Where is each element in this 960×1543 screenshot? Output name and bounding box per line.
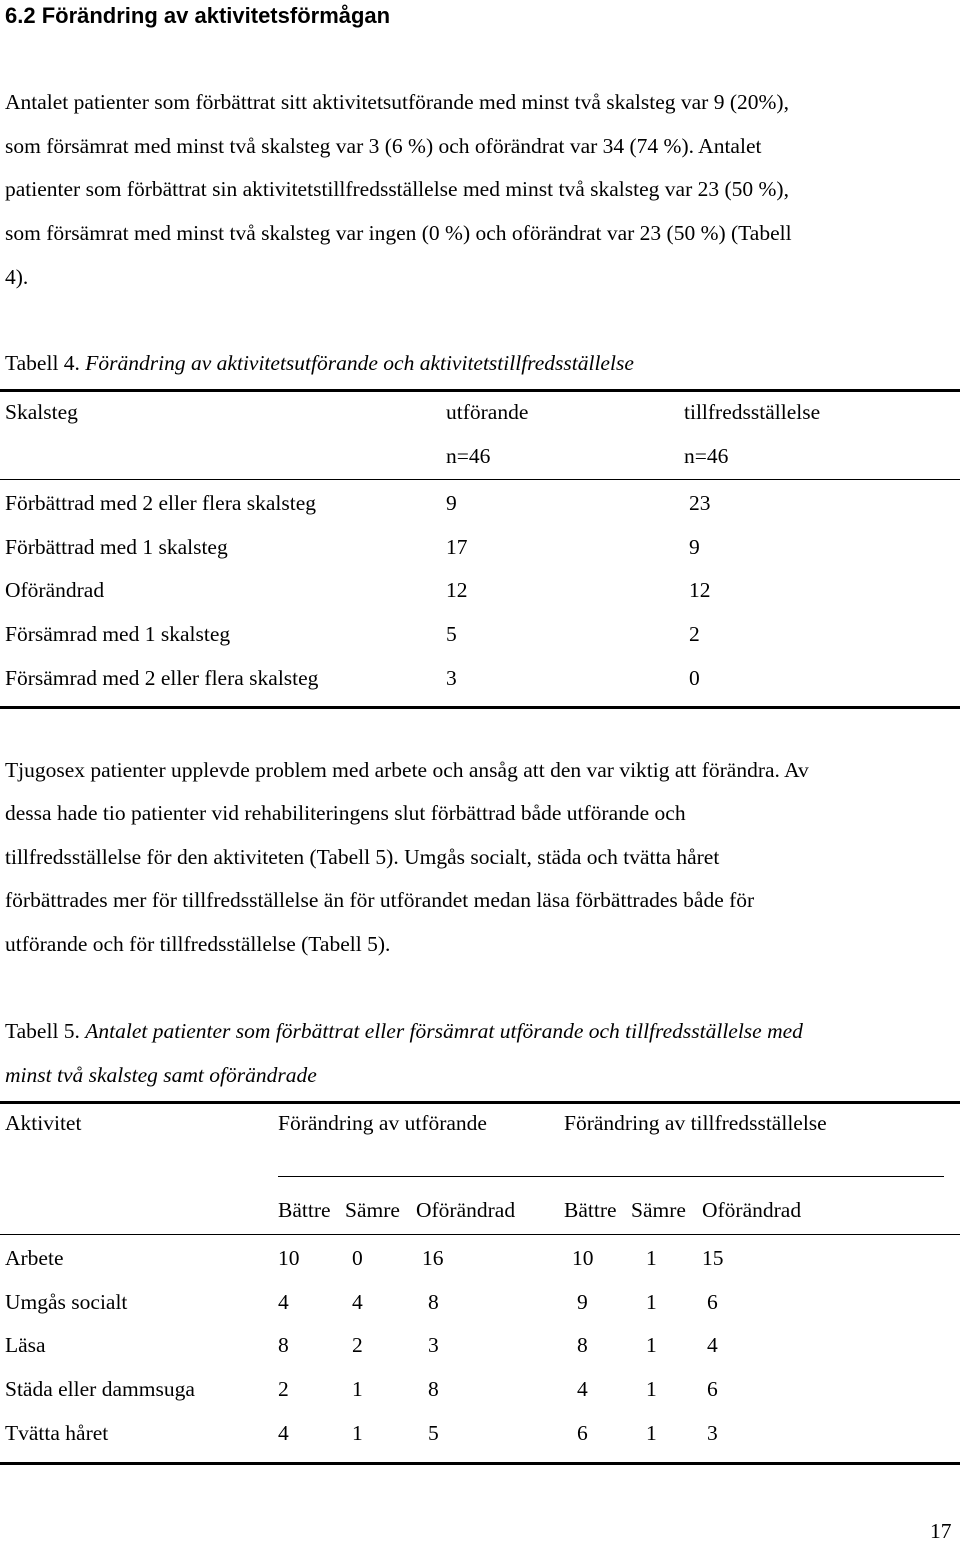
table5-cell-value: 8 (278, 1333, 289, 1357)
table4-cell-value: 5 (446, 622, 457, 646)
table5-cell-label: Tvätta håret (5, 1421, 109, 1445)
table5-cell-value: 1 (646, 1333, 657, 1357)
table4-subheader-n: n=46 (684, 444, 729, 468)
table5-subheader: Sämre (345, 1198, 400, 1222)
table5-subheader: Oförändrad (702, 1198, 802, 1222)
table5-bottom-rule (0, 1462, 960, 1465)
table4-cell-value: 12 (689, 578, 711, 602)
table5-cell-value: 2 (278, 1377, 289, 1401)
table4-header-rule (0, 479, 960, 480)
table5-top-rule (0, 1101, 960, 1104)
table4-cell-value: 17 (446, 535, 468, 559)
table4-caption-text: Förändring av aktivitetsutförande och aktivitetstillfredsställelse (85, 351, 634, 375)
table4-cell-value: 3 (446, 666, 457, 690)
table4-cell-label: Oförändrad (5, 578, 105, 602)
table5-cell-value: 10 (278, 1246, 300, 1270)
paragraph-line: dessa hade tio patienter vid rehabiliteringens slut förbättrad både utförande och (5, 801, 686, 825)
paragraph-line: tillfredsställelse för den aktiviteten (Tabell 5). Umgås socialt, städa och tvätta håret (5, 845, 720, 869)
table5-cell-value: 6 (707, 1290, 718, 1314)
table5-cell-value: 6 (577, 1421, 588, 1445)
table5-subheader: Oförändrad (416, 1198, 516, 1222)
table5-cell-value: 4 (352, 1290, 363, 1314)
paragraph-line: förbättrades mer för tillfredsställelse än för utförandet medan läsa förbättrades både för (5, 888, 755, 912)
table5-caption-text: Antalet patienter som förbättrat eller försämrat utförande och tillfredsställelse med (85, 1019, 803, 1043)
paragraph-line: som försämrat med minst två skalsteg var 3 (6 %) och oförändrat var 34 (74 %). Antalet (5, 134, 762, 158)
table4-header-utforande: utförande (446, 400, 529, 424)
table4-caption (5, 353, 634, 375)
table4-cell-value: 0 (689, 666, 700, 690)
table5-caption-text: minst två skalsteg samt oförändrade (5, 1063, 317, 1087)
table4-cell-label: Förbättrad med 2 eller flera skalsteg (5, 491, 317, 515)
table5-cell-value: 5 (428, 1421, 439, 1445)
page-number: 17 (930, 1519, 952, 1543)
table5-cell-value: 0 (352, 1246, 363, 1270)
table5-subheader: Bättre (278, 1198, 331, 1222)
table5-cell-value: 3 (428, 1333, 439, 1357)
paragraph-line: Antalet patienter som förbättrat sitt aktivitetsutförande med minst två skalsteg var 9 (20%), (5, 90, 789, 114)
table5-cell-label: Städa eller dammsuga (5, 1377, 195, 1401)
table5-cell-value: 16 (422, 1246, 444, 1270)
table5-subheader: Bättre (564, 1198, 617, 1222)
table5-subheader: Sämre (631, 1198, 686, 1222)
table5-caption-line (5, 1021, 803, 1043)
section-heading: 6.2 Förändring av aktivitetsförmågan (5, 3, 391, 28)
table4-cell-label: Förbättrad med 1 skalsteg (5, 535, 228, 559)
table5-header-rule (0, 1234, 960, 1235)
table5-cell-label: Arbete (5, 1246, 64, 1270)
table5-label: Tabell 5. (5, 1019, 80, 1043)
table5-cell-value: 2 (352, 1333, 363, 1357)
table5-cell-value: 8 (577, 1333, 588, 1357)
table5-cell-value: 15 (702, 1246, 724, 1270)
table5-header-aktivitet: Aktivitet (5, 1111, 82, 1135)
table5-cell-value: 4 (707, 1333, 718, 1357)
table4-cell-label: Försämrad med 2 eller flera skalsteg (5, 666, 319, 690)
paragraph-line: 4). (5, 265, 29, 289)
table5-cell-value: 6 (707, 1377, 718, 1401)
table5-cell-value: 3 (707, 1421, 718, 1445)
table4-subheader-n: n=46 (446, 444, 491, 468)
table4-bottom-rule (0, 706, 960, 709)
paragraph-line: som försämrat med minst två skalsteg var ingen (0 %) och oförändrat var 23 (50 %) (Tabell (5, 221, 792, 245)
paragraph-line: patienter som förbättrat sin aktivitetstillfredsställelse med minst två skalsteg var 23 (50 %), (5, 177, 789, 201)
table5-group-underline (278, 1176, 944, 1177)
table4-cell-value: 9 (689, 535, 700, 559)
table5-cell-value: 1 (352, 1421, 363, 1445)
table5-cell-label: Umgås socialt (5, 1290, 128, 1314)
table5-cell-value: 1 (646, 1246, 657, 1270)
table4-cell-value: 2 (689, 622, 700, 646)
table5-cell-value: 8 (428, 1290, 439, 1314)
table5-cell-value: 8 (428, 1377, 439, 1401)
table5-header-tillfredsstallelse: Förändring av tillfredsställelse (564, 1111, 827, 1135)
table4-header-skalsteg: Skalsteg (5, 400, 78, 424)
table4-cell-label: Försämrad med 1 skalsteg (5, 622, 231, 646)
paragraph-line: Tjugosex patienter upplevde problem med arbete och ansåg att den var viktig att förändra. Av (5, 758, 809, 782)
table4-cell-value: 23 (689, 491, 711, 515)
table5-cell-label: Läsa (5, 1333, 46, 1357)
table5-cell-value: 1 (646, 1290, 657, 1314)
table5-cell-value: 4 (577, 1377, 588, 1401)
table5-cell-value: 4 (278, 1421, 289, 1445)
table4-label: Tabell 4. (5, 351, 80, 375)
table5-cell-value: 1 (646, 1377, 657, 1401)
table4-header-tillfredsstallelse: tillfredsställelse (684, 400, 821, 424)
table4-top-rule (0, 389, 960, 392)
table5-cell-value: 10 (572, 1246, 594, 1270)
table5-cell-value: 9 (577, 1290, 588, 1314)
table4-cell-value: 9 (446, 491, 457, 515)
table5-cell-value: 1 (646, 1421, 657, 1445)
paragraph-line: utförande och för tillfredsställelse (Tabell 5). (5, 932, 391, 956)
table4-cell-value: 12 (446, 578, 468, 602)
table5-cell-value: 4 (278, 1290, 289, 1314)
table5-cell-value: 1 (352, 1377, 363, 1401)
table5-header-utforande: Förändring av utförande (278, 1111, 487, 1135)
